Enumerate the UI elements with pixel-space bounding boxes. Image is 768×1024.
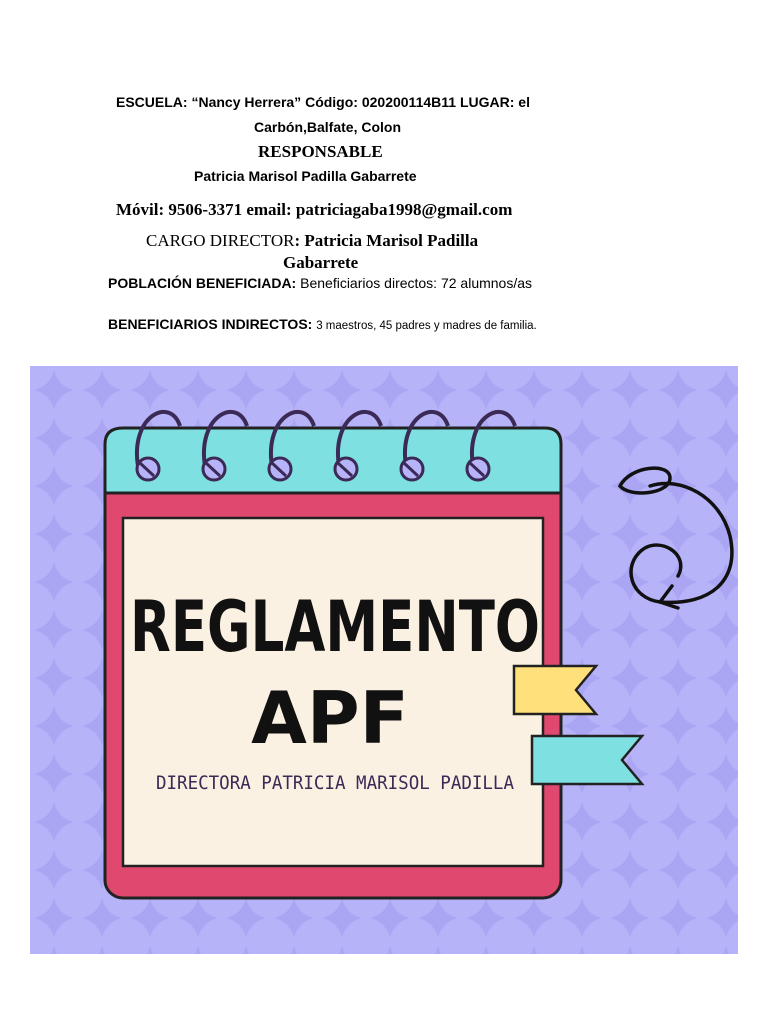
population-line — [108, 275, 532, 291]
place-label: LUGAR: — [459, 94, 515, 110]
cargo-line — [146, 231, 478, 251]
code-value: 020200114B11 — [361, 94, 457, 110]
school-name: “Nancy Herrera” — [191, 94, 302, 110]
indirect-line — [108, 316, 537, 332]
poster-title-2: APF — [251, 676, 409, 760]
poster-subtitle: DIRECTORA PATRICIA MARISOL PADILLA — [156, 772, 515, 794]
indirect-value: 3 maestros, 45 padres y madres de familia. — [316, 320, 537, 332]
cargo-name-2: Gabarrete — [283, 253, 359, 272]
indirect-label: BENEFICIARIOS INDIRECTOS: — [108, 316, 313, 332]
responsible-name: Patricia Marisol Padilla Gabarrete — [194, 168, 417, 184]
population-label: POBLACIÓN BENEFICIADA: — [108, 275, 297, 291]
code-label: Código: — [305, 94, 358, 110]
poster-image — [30, 366, 738, 954]
population-value: Beneficiarios directos: 72 alumnos/as — [300, 275, 533, 291]
responsible-heading: RESPONSABLE — [258, 142, 383, 161]
cargo-label: CARGO DIRECTOR — [146, 231, 295, 250]
contact-line: Móvil: 9506-3371 email: patriciagaba1998@gmail.com — [116, 200, 513, 219]
place-value-2: Carbón,Balfate, Colon — [254, 119, 402, 135]
poster-title-1: REGLAMENTO — [130, 586, 540, 668]
school-line — [116, 94, 530, 110]
cargo-name-1: : Patricia Marisol Padilla — [294, 231, 479, 250]
school-label: ESCUELA: — [116, 94, 188, 110]
place-value-1: el — [518, 94, 530, 110]
calendar-header-band — [105, 428, 561, 493]
